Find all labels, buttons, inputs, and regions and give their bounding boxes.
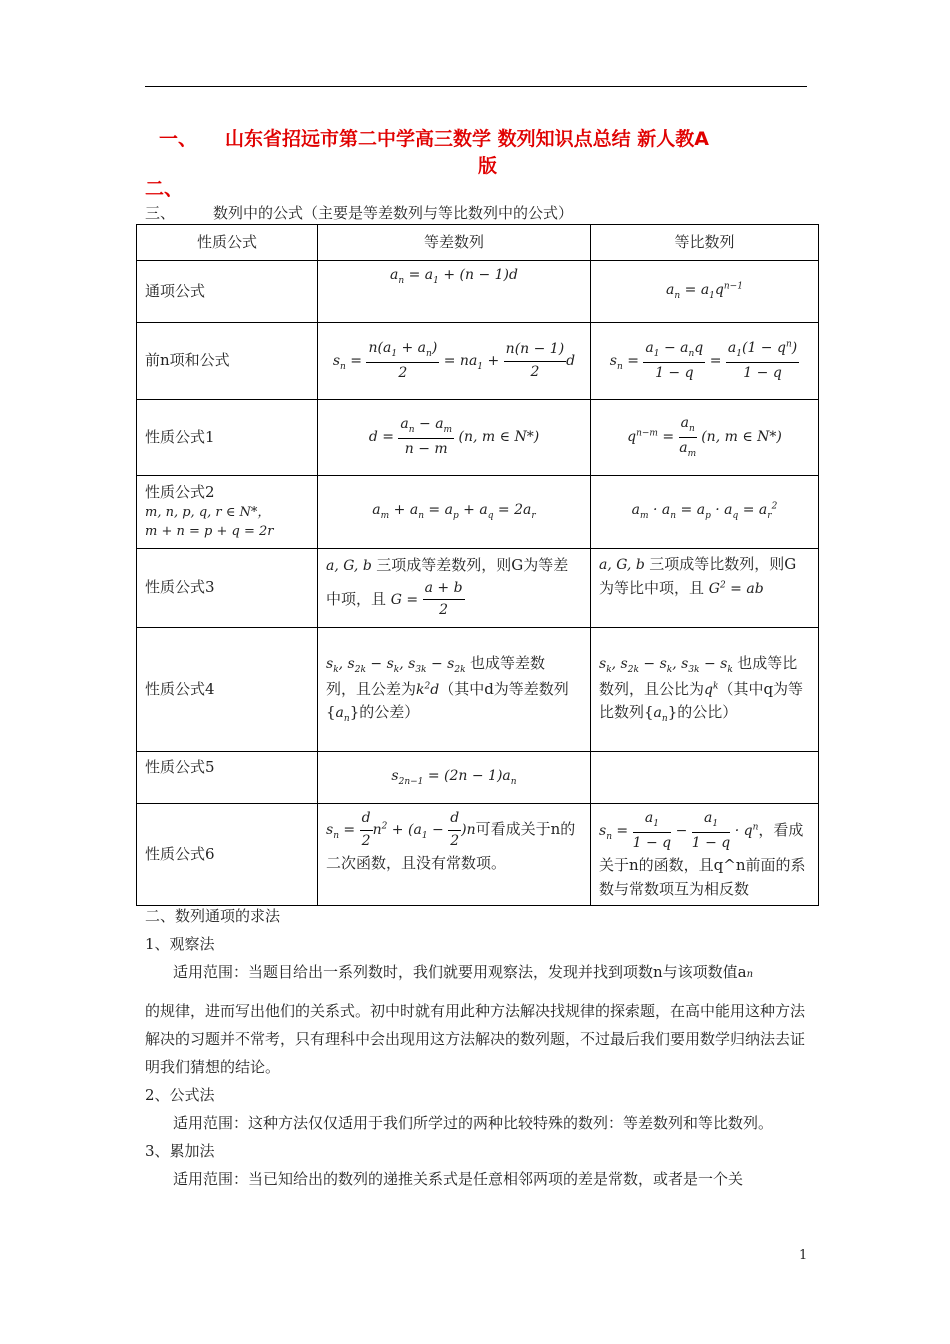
section-three-text: 数列中的公式（主要是等差数列与等比数列中的公式） [213, 204, 574, 222]
cell-text: 可看成关于n的二次函数，且没有常数项。 [326, 820, 576, 873]
row-label: 通项公式 [137, 261, 318, 323]
section-two-heading: 二、数列通项的求法 [145, 907, 281, 925]
text-cell: $s_n$ = $\frac{a_1}{1 - q}$ − $\frac{a_1}{1 - q}$ · $q^n$，看成关于n的函数，且q^n前面的系数与常数项互为相反数 [591, 804, 819, 906]
row-label: 性质公式1 [137, 400, 318, 476]
row-label: 前n项和公式 [137, 323, 318, 400]
header-arithmetic: 等差数列 [318, 225, 591, 261]
row-condition: m + n = p + q = 2r [145, 523, 274, 539]
text-cell: a, G, b 三项成等比数列，则G为等比中项，且 $G^2$ = ab [591, 549, 819, 628]
table-row [137, 804, 819, 906]
page-number: 1 [799, 1248, 808, 1263]
formula-cell: $q^{n-m}$ = $\frac{a_n}{a_m}$ (n, m ∈ N*) [591, 400, 819, 476]
row-label-cell [137, 476, 318, 549]
header-rule [145, 86, 807, 87]
cell-text: 三项成等差数列，则G为等差中项，且 [326, 555, 569, 608]
table-row [137, 752, 819, 804]
text-cell: $s_n$ = $\frac{d}{2}$ $n^2 + (a_1$ − $\frac{d}{2}$ )n可看成关于n的二次函数，且没有常数项。 [318, 804, 591, 906]
method-3-paragraph: 适用范围：当已知给出的数列的递推关系式是任意相邻两项的差是常数，或者是一个关 [173, 1170, 744, 1188]
cell-text: 也成等比 [737, 653, 798, 672]
cell-text: （其中d为等差数列{ [326, 679, 569, 722]
section-three-number: 三、 [145, 204, 176, 222]
text-cell: $s_k$, $s_{2k} - s_k$, $s_{3k} - s_k$ 也成等比 数列，且公比为$q^k$（其中q为等比数列$\{a_n\}$的公比） [591, 628, 819, 752]
formula-cell: d = $\frac{a_n - a_m}{n - m}$ (n, m ∈ N*) [318, 400, 591, 476]
formula-cell: $s_{2n-1} = (2n - 1)a_n$ [318, 752, 591, 804]
method-1-title: 1、观察法 [145, 935, 215, 953]
cell-text: }的公差） [349, 703, 420, 722]
method-3-title: 3、累加法 [145, 1142, 215, 1160]
cell-text: 三项成等比数列，则G为等比中项，且 [599, 555, 797, 597]
formula-cell: $s_n$ = $\frac{a_1 - a_nq}{1 - q}$ = $\frac{a_1(1 - q^n)}{1 - q}$ [591, 323, 819, 400]
header-geometric: 等比数列 [591, 225, 819, 261]
formula-cell: $a_n = a_1q^{n-1}$ [591, 261, 819, 323]
cell-text: 数列，且公比为 [599, 679, 705, 698]
cell-text: （其中q为等比数列{ [599, 679, 804, 722]
title-continuation: 版 [478, 155, 498, 177]
empty-cell [591, 752, 819, 804]
row-condition: m, n, p, q, r ∈ N*， [145, 505, 271, 521]
header-property: 性质公式 [137, 225, 318, 261]
table-header-row [137, 225, 819, 261]
formula-cell: $s_n$ = $\frac{n(a_1 + a_n)}{2}$ = $na_1$ + $\frac{n(n - 1)}{2}$ d [318, 323, 591, 400]
title-number-1: 一、 [159, 128, 198, 150]
method-2-title: 2、公式法 [145, 1086, 215, 1104]
row-label: 性质公式6 [137, 804, 318, 906]
row-label: 性质公式5 [137, 752, 318, 804]
formula-cell: $a_m \cdot a_n = a_p \cdot a_q = a_r^2$ [591, 476, 819, 549]
table-row [137, 549, 819, 628]
formula-cell: $a_n = a_1 + (n - 1)d$ [318, 261, 591, 323]
cell-text: ，看成关于n的函数，且q^n前面的系数与常数项互为相反数 [599, 821, 806, 898]
table-row [137, 476, 819, 549]
row-label: 性质公式4 [137, 628, 318, 752]
method-1-scope-text: 适用范围：当题目给出一系列数时，我们就要用观察法，发现并找到项数n与该项数值a [173, 963, 747, 981]
cell-text: 也成等差数 [469, 653, 545, 672]
text-cell: $s_k$, $s_{2k} - s_k$, $s_{3k} - s_{2k}$ 也成等差数 列，且公差为$k^2d$（其中d为等差数列$\{a_n\}$的公差） [318, 628, 591, 752]
table-row [137, 323, 819, 400]
method-2-paragraph: 适用范围：这种方法仅仅适用于我们所学过的两种比较特殊的数列：等差数列和等比数列。 [173, 1114, 774, 1132]
row-label: 性质公式2 [145, 483, 215, 502]
table-row [137, 261, 819, 323]
table-row [137, 400, 819, 476]
method-1-scope: 适用范围：当题目给出一系列数时，我们就要用观察法，发现并找到项数n与该项数值an [173, 963, 754, 981]
formula-cell: $a_m + a_n = a_p + a_q = 2a_r$ [318, 476, 591, 549]
cell-text: 列，且公差为 [326, 679, 417, 698]
row-label: 性质公式3 [137, 549, 318, 628]
table-row [137, 628, 819, 752]
formula-table [136, 224, 819, 906]
title-main: 山东省招远市第二中学高三数学 数列知识点总结 新人教A [225, 128, 709, 150]
cell-text: }的公比） [667, 703, 738, 722]
method-1-paragraph: 的规律，进而写出他们的关系式。初中时就有用此种方法解决找规律的探索题，在高中能用这种方法解决的习题并不常考，只有理科中会出现用这方法解决的数列题，不过最后我们要用数学归纳法去证明我们猜想的结论。 [145, 1002, 806, 1076]
body-text [145, 902, 810, 1193]
title-number-2: 二、 [145, 178, 184, 200]
text-cell: a, G, b 三项成等差数列，则G为等差中项，且 G = $\frac{a + b}{2}$ [318, 549, 591, 628]
